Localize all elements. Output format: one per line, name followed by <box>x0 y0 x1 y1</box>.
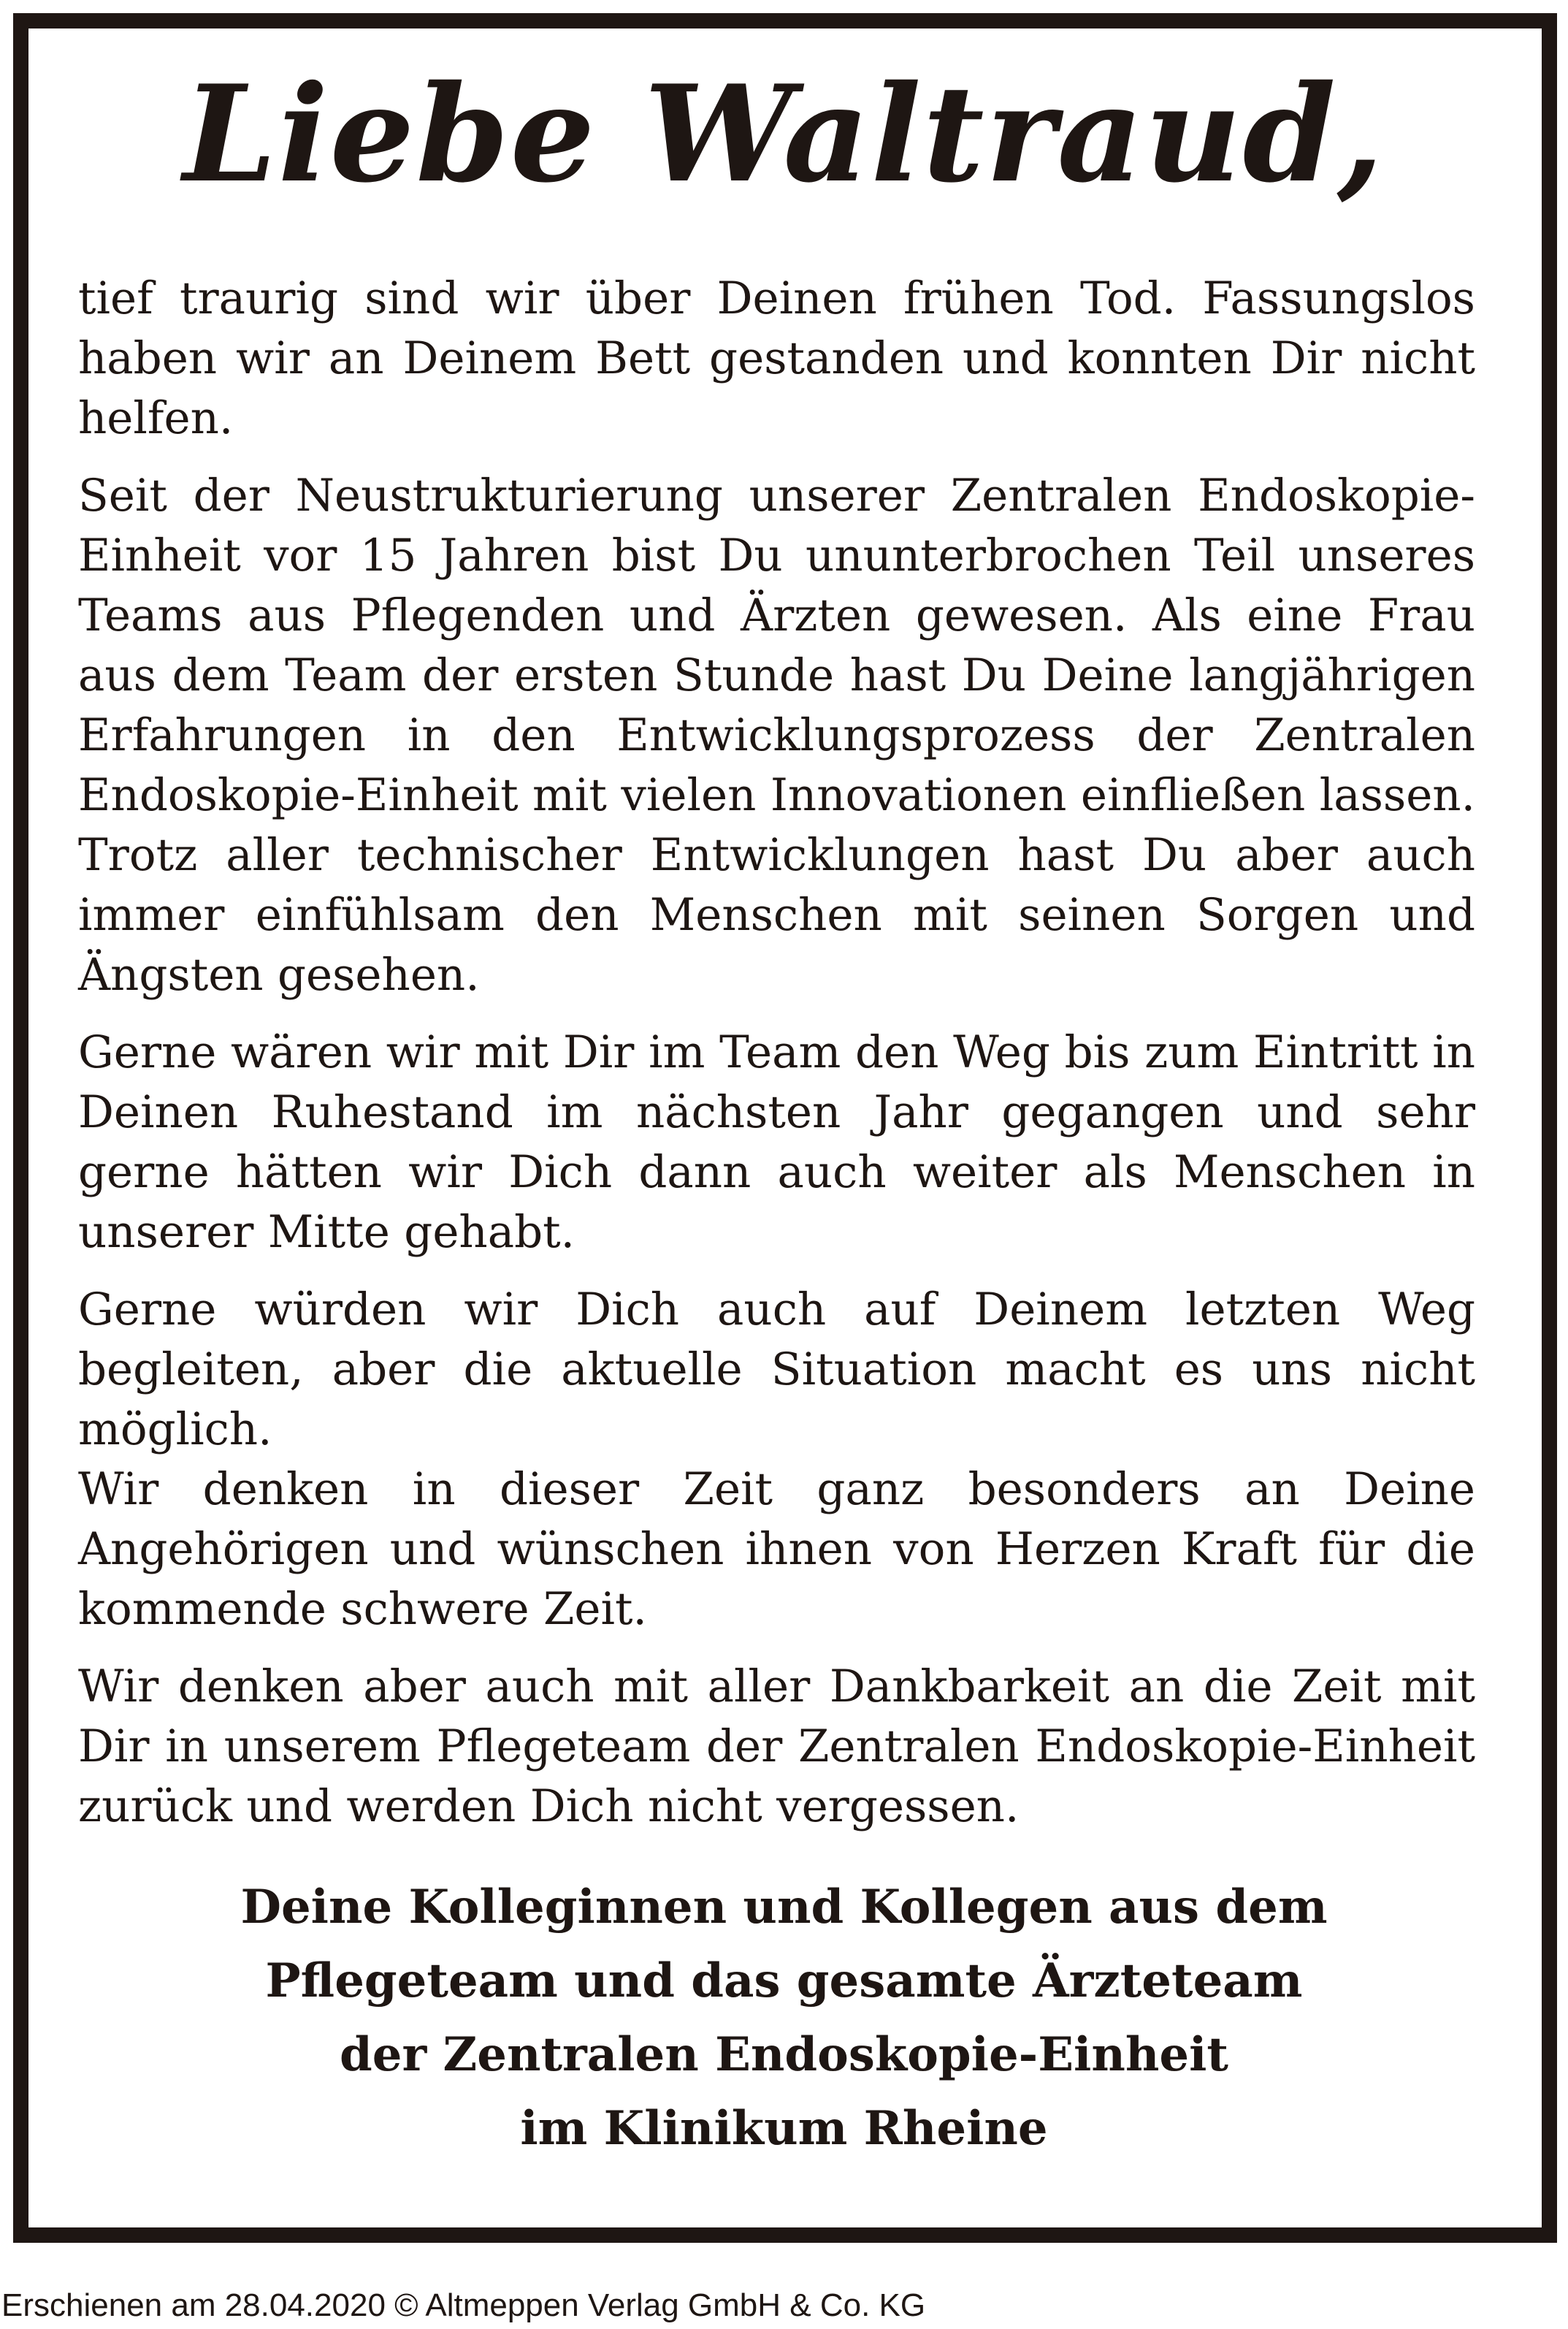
paragraph-relatives: Wir denken in dieser Zeit ganz besonders an Deine Angehörigen und wünschen ihnen von Herzen Kraft für die kommende schwere Zeit. <box>78 1463 1475 1635</box>
paragraph-history: Seit der Neustrukturierung unserer Zentralen Endoskopie-Einheit vor 15 Jahren bist Du ununterbrochen Teil unseres Teams aus Pflegenden und Ärzten gewesen. Als eine Frau aus dem Team der ersten Stunde hast Du Deine langjährigen Erfahrungen in den Entwicklungsprozess der Zentralen Endoskopie-Einheit mit vielen Innovationen einfließen lassen. Trotz aller technischer Entwicklungen hast Du aber auch immer einfühlsam den Menschen mit seinen Sorgen und Ängsten gesehen. <box>78 470 1475 1001</box>
signature-line: Pflegeteam und das gesamte Ärzteteam <box>265 1953 1303 2008</box>
paragraph-gratitude: Wir denken aber auch mit aller Dankbarkeit an die Zeit mit Dir in unserem Pflegeteam der Zentralen Endoskopie-Einheit zurück und werden Dich nicht vergessen. <box>78 1661 1475 1832</box>
signature-block <box>44 1870 1524 2165</box>
signature-line: im Klinikum Rheine <box>520 2101 1048 2156</box>
signature-line: der Zentralen Endoskopie-Einheit <box>340 2027 1228 2082</box>
publication-footer: Erschienen am 28.04.2020 © Altmeppen Verlag GmbH & Co. KG <box>1 2287 926 2323</box>
paragraph-condolence: tief traurig sind wir über Deinen frühen Tod. Fassungslos haben wir an Deinem Bett gestanden und konnten Dir nicht helfen. <box>78 272 1475 444</box>
paragraph-last-way: Gerne würden wir Dich auch auf Deinem letzten Weg begleiten, aber die aktuelle Situation macht es uns nicht möglich. <box>78 1284 1475 1455</box>
notice-title: Liebe Waltraud, <box>183 56 1385 212</box>
paragraph-retirement: Gerne wären wir mit Dir im Team den Weg bis zum Eintritt in Deinen Ruhestand im nächsten Jahr gegangen und sehr gerne hätten wir Dich dann auch weiter als Menschen in unserer Mitte gehabt. <box>78 1026 1475 1258</box>
signature-line: Deine Kolleginnen und Kollegen aus dem <box>240 1880 1328 1935</box>
notice-body <box>78 269 1475 1854</box>
